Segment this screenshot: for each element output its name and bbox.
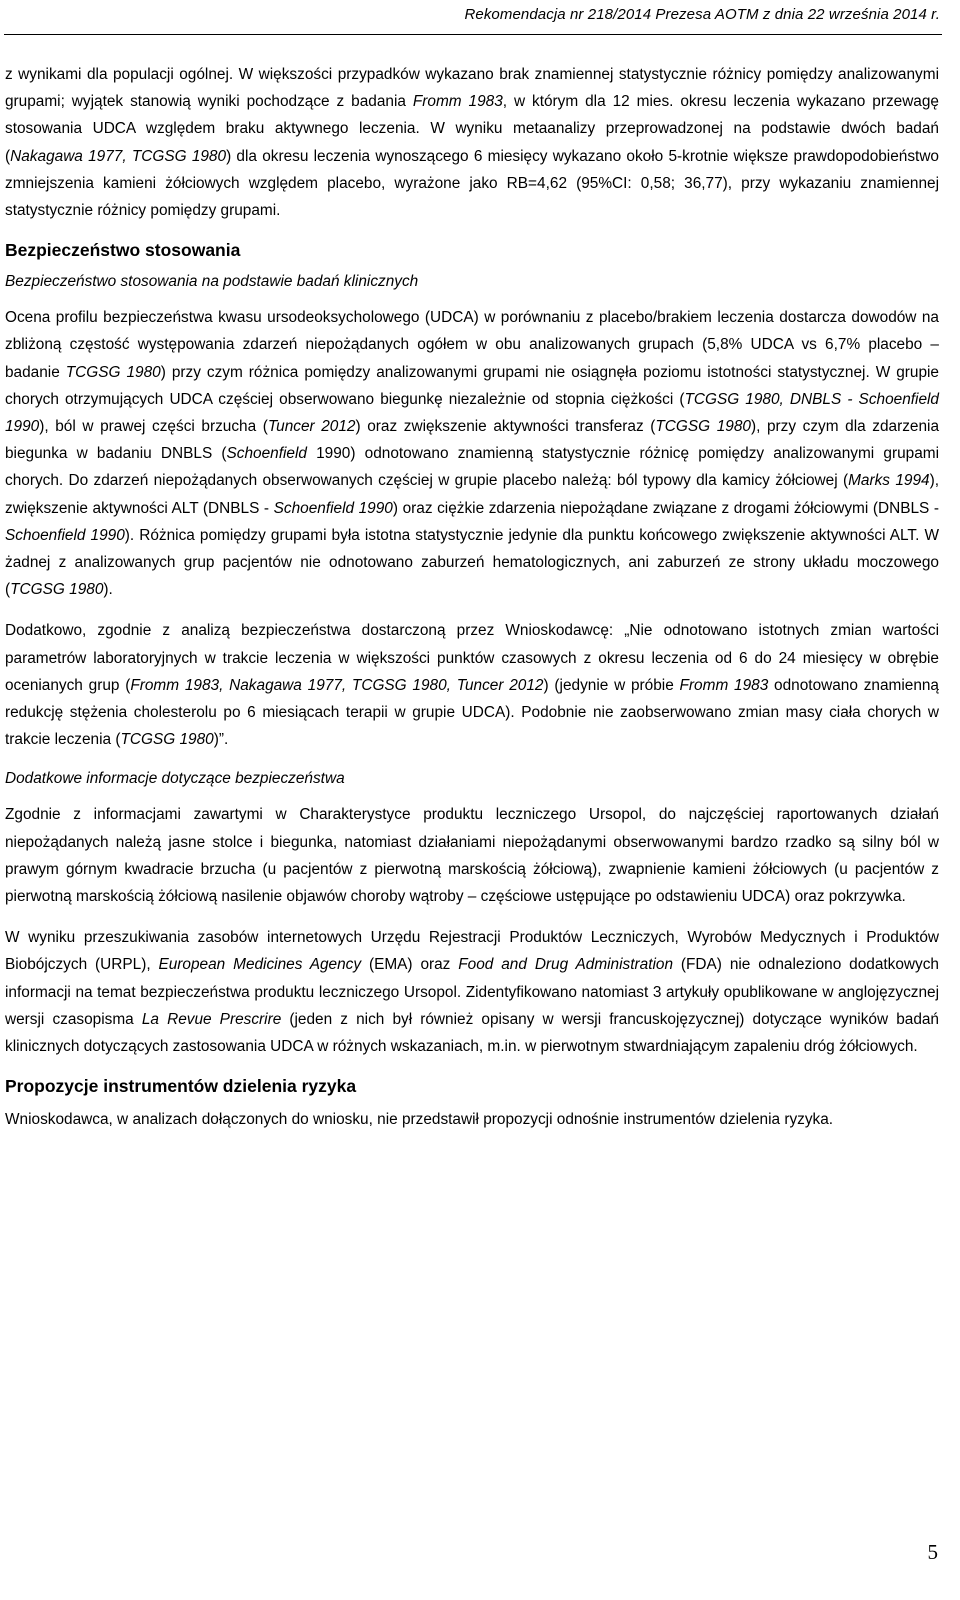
italic-citation: Schoenfield 1990 (5, 526, 125, 544)
safety-paragraph-2 (5, 617, 939, 753)
risk-sharing-heading: Propozycje instrumentów dzielenia ryzyka (5, 1076, 357, 1097)
italic-citation: TCGSG 1980 (120, 731, 214, 749)
safety-subheading: Bezpieczeństwo stosowania na podstawie badań klinicznych (5, 273, 419, 291)
text-run: ) przy czym różnica pomiędzy analizowanymi grupami nie osiągnęła poziomu istotności statystycznej. W grupie chorych otrzymujących UDCA częściej obserwowano biegunkę niezależnie od stopnia ciężkości ( (5, 363, 939, 408)
safety-heading: Bezpieczeństwo stosowania (5, 240, 241, 261)
text-run: ) oraz ciężkie zdarzenia niepożądane związane z drogami żółciowymi (DNBLS - (392, 499, 939, 517)
additional-paragraph-1 (5, 801, 939, 910)
text-run: ) oraz zwiększenie aktywności transferaz ( (355, 418, 656, 436)
italic-citation: TCGSG 1980 (65, 363, 161, 381)
text-run: ), przy czym dla zdarzenia biegunka w badaniu DNBLS ( (5, 418, 940, 463)
italic-citation: La Revue Prescrire (141, 1010, 282, 1028)
text-run: (FDA) nie odnaleziono dodatkowych informacji na temat bezpieczeństwa produktu leczniczego Ursopol. Zidentyfikowano natomiast 3 artykuły opublikowane w anglojęzycznej wersji czasopisma (5, 956, 939, 1028)
italic-citation: Fromm 1983 (412, 93, 503, 111)
text-run: 1990) odnotowano znamienną statystycznie różnicę pomiędzy analizowanymi grupami chorych. Do zdarzeń niepożądanych obserwowanych częściej w grupie placebo należą: ból typowy dla kamicy żółciowej ( (5, 445, 939, 490)
additional-info-subheading: Dodatkowe informacje dotyczące bezpieczeństwa (5, 770, 345, 788)
text-run: Ocena profilu bezpieczeństwa kwasu ursodeoksycholowego (UDCA) w porównaniu z placebo/brakiem leczenia dostarcza dowodów na zbliżoną częstość występowania zdarzeń niepożądanych ogółem w obu analizowanych grupach (5,8% UDCA vs 6,7% placebo – badanie (5, 309, 939, 381)
italic-citation: Fromm 1983 (679, 676, 769, 694)
italic-citation: Schoenfield 1990 (273, 499, 393, 517)
italic-citation: Nakagawa 1977, TCGSG 1980 (10, 147, 227, 165)
text-run: ) (jedynie w próbie (543, 676, 680, 694)
text-run: ), ból w prawej części brzucha ( (39, 418, 268, 436)
document-header: Rekomendacja nr 218/2014 Prezesa AOTM z dnia 22 września 2014 r. (464, 6, 940, 23)
text-run: ). (103, 581, 113, 599)
additional-paragraph-2 (5, 924, 939, 1060)
text-run: ), zwiększenie aktywności ALT (DNBLS - (5, 472, 939, 517)
text-run: Wnioskodawca, w analizach dołączonych do wniosku, nie przedstawił propozycji odnośnie instrumentów dzielenia ryzyka. (5, 1111, 834, 1129)
text-run: , w którym dla 12 mies. okresu leczenia wykazano przewagę stosowania UDCA względem braku aktywnego leczenia. W wyniku metaanalizy przeprowadzonej na podstawie dwóch badań ( (5, 93, 939, 165)
italic-citation: Marks 1994 (848, 472, 930, 490)
risk-sharing-paragraph (5, 1106, 939, 1133)
safety-paragraph-1 (5, 304, 939, 603)
text-run: Dodatkowo, zgodnie z analizą bezpieczeństwa dostarczoną przez Wnioskodawcę: „Nie odnotowano istotnych zmian wartości parametrów laboratoryjnych w trakcie leczenia w większości punktów czasowych z okresu leczenia od 6 do 24 miesięcy w obrębie ocenianych grup ( (5, 622, 939, 694)
italic-citation: Food and Drug Administration (458, 956, 674, 974)
page-number: 5 (927, 1540, 938, 1564)
italic-citation: Schoenfield (226, 445, 307, 463)
text-run: ). Różnica pomiędzy grupami była istotna statystycznie jedynie dla punktu końcowego zwiększenie aktywności ALT. W żadnej z analizowanych grup pacjentów nie odnotowano zaburzeń hematologicznych, ani zaburzeń ze strony układu moczowego ( (5, 526, 939, 599)
text-run: (EMA) oraz (361, 956, 459, 974)
italic-citation: European Medicines Agency (158, 956, 362, 974)
italic-citation: TCGSG 1980 (10, 581, 104, 599)
document-body (5, 61, 939, 1134)
italic-citation: Tuncer 2012 (267, 418, 356, 436)
text-run: (jeden z nich był również opisany w wersji francuskojęzycznej) dotyczące wyników badań klinicznych dotyczących zastosowania UDCA w różnych wskazaniach, m.in. w pierwotnym stwardniającym zapaleniu dróg żółciowych. (5, 1010, 939, 1056)
header-divider (4, 34, 942, 35)
italic-citation: TCGSG 1980 (655, 418, 751, 436)
italic-citation: TCGSG 1980, DNBLS - Schoenfield 1990 (5, 390, 939, 436)
text-run: z wynikami dla populacji ogólnej. W większości przypadków wykazano brak znamiennej statystycznie różnicy pomiędzy analizowanymi grupami; wyjątek stanowią wyniki pochodzące z badania (5, 66, 939, 111)
text-run: ) dla okresu leczenia wynoszącego 6 miesięcy wykazano około 5-krotnie większe prawdopodobieństwo zmniejszenia kamieni żółciowych względem placebo, wyrażone jako RB=4,62 (95%CI: 0,58; 36,77), przy wykazaniu znamiennej statystycznie różnicy pomiędzy grupami. (5, 147, 939, 220)
intro-paragraph (5, 61, 939, 224)
text-run: W wyniku przeszukiwania zasobów internetowych Urzędu Rejestracji Produktów Leczniczych, Wyrobów Medycznych i Produktów Biobójczych (URPL), (5, 929, 939, 974)
text-run: )”. (213, 731, 229, 749)
text-run: odnotowano znamienną redukcję stężenia cholesterolu po 6 miesiącach terapii w grupie UDCA). Podobnie nie zaobserwowano zmian masy ciała chorych w trakcie leczenia ( (5, 676, 939, 749)
italic-citation: Fromm 1983, Nakagawa 1977, TCGSG 1980, Tuncer 2012 (130, 676, 544, 694)
text-run: Zgodnie z informacjami zawartymi w Charakterystyce produktu leczniczego Ursopol, do najczęściej raportowanych działań niepożądanych należą jasne stolce i biegunka, natomiast działaniami niepożądanymi obserwowanymi bardzo rzadko są silny ból w prawym górnym kwadracie brzucha (u pacjentów z pierwotną marskością żółciową), zwapnienie kamieni żółciowych (u pacjentów z pierwotną marskością żółciową nasilenie objawów choroby wątroby – częściowe ustępujące po odstawieniu UDCA) oraz pokrzywka. (5, 806, 939, 906)
